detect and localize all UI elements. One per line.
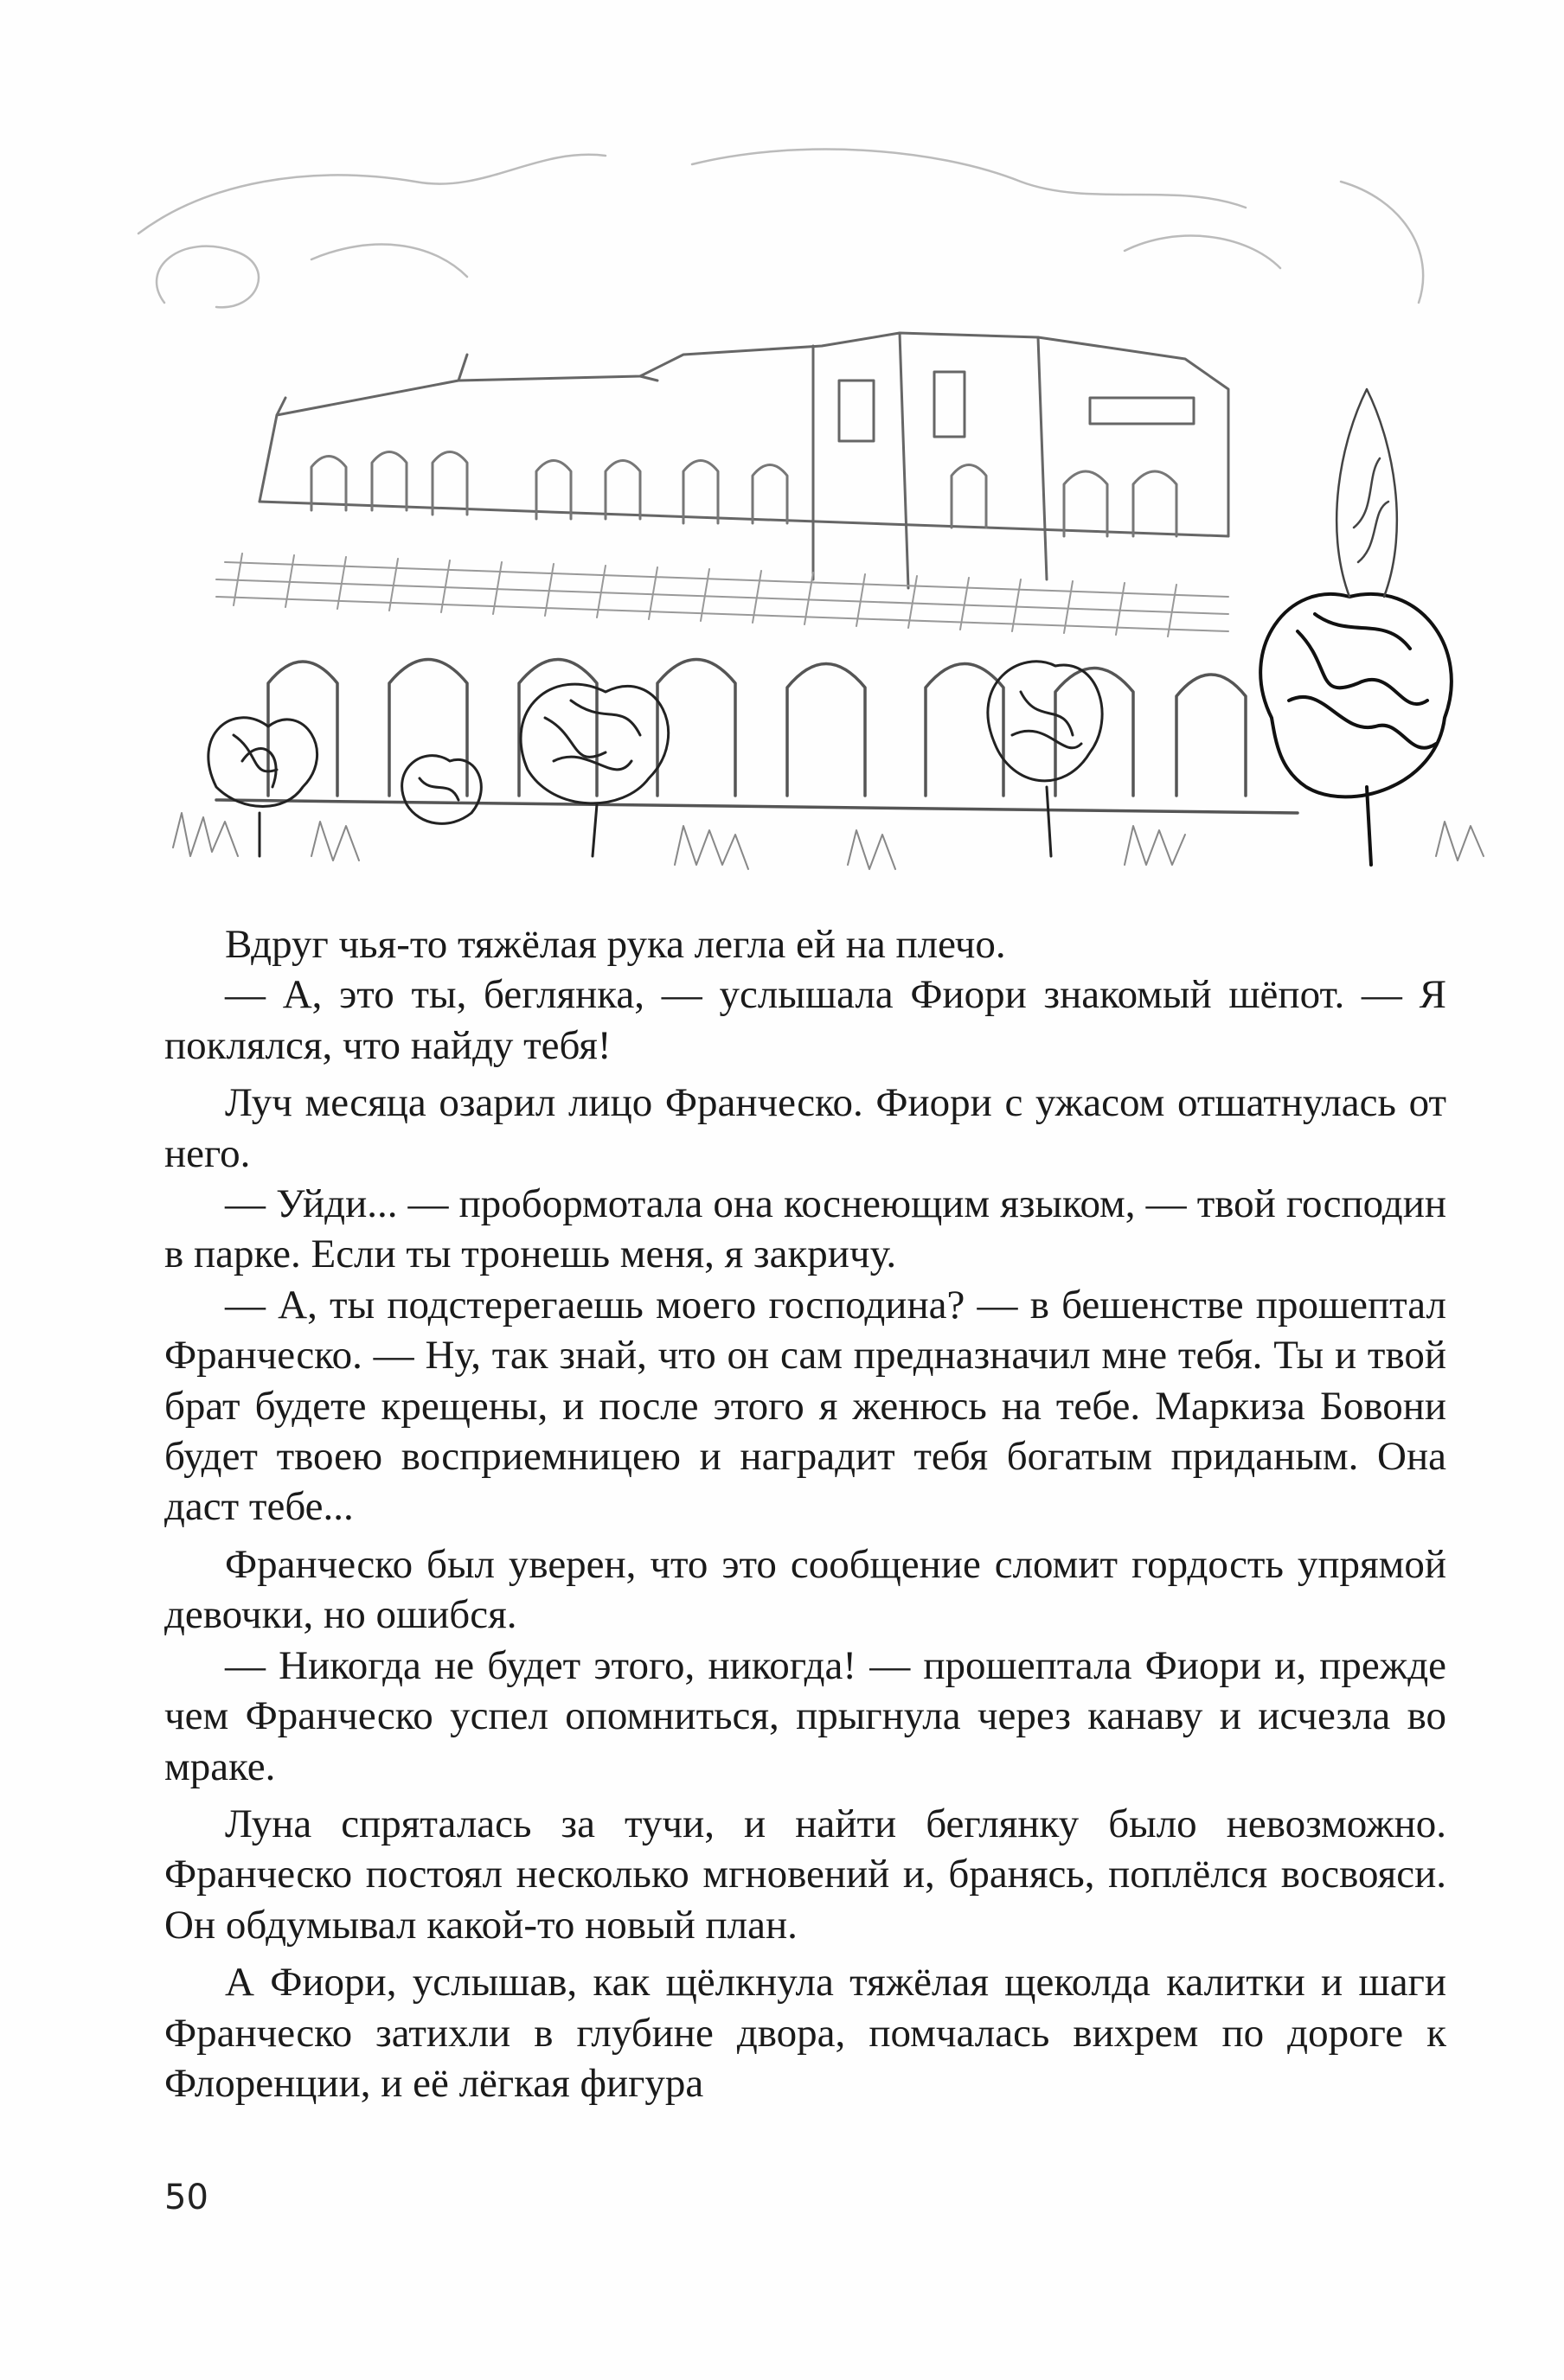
paragraph: — А, ты подстерегаешь моего господина? — в бешенстве прошептал Франческо. — Ну, так знай, что он сам предназначил мне тебя. Ты и твой брат будете крещены, и после этого я женюсь на тебе. Маркиза Бовони будет твоею восприемницею и наградит тебя богатым приданым. Она даст тебе... xyxy=(164,1282,1446,1530)
paragraph: — А, это ты, беглянка, — услышала Фиори знакомый шёпот. — Я поклялся, что найду тебя! xyxy=(164,972,1446,1068)
paragraph: — Уйди... — пробормотала она коснеющим языком, — твой господин в парке. Если ты тронешь меня, я закричу. xyxy=(164,1181,1446,1277)
page-number: 50 xyxy=(164,2178,208,2217)
body-text xyxy=(164,919,1446,2108)
paragraph: — Никогда не будет этого, никогда! — прошептала Фиори и, прежде чем Франческо успел опомниться, прыгнула через канаву и исчезла во мраке. xyxy=(164,1642,1446,1789)
paragraph: А Фиори, услышав, как щёлкнула тяжёлая щеколда калитки и шаги Франческо затихли в глубине двора, помчалась вихрем по дороге к Флоренции, и её лёгкая фигура xyxy=(164,1960,1446,2106)
villa-garden-sketch-icon xyxy=(87,130,1505,891)
paragraph: Франческо был уверен, что это сообщение сломит гордость упрямой девочки, но ошибся. xyxy=(164,1541,1446,1638)
paragraph: Луна спряталась за тучи, и найти беглянку было невозможно. Франческо постоял несколько мгновений и, бранясь, поплёлся восвояси. Он обдумывал какой-то новый план. xyxy=(164,1801,1446,1948)
paragraph: Луч месяца озарил лицо Франческо. Фиори с ужасом отшатнулась от него. xyxy=(164,1080,1446,1176)
paragraph: Вдруг чья-то тяжёлая рука легла ей на плечо. xyxy=(225,922,1006,967)
